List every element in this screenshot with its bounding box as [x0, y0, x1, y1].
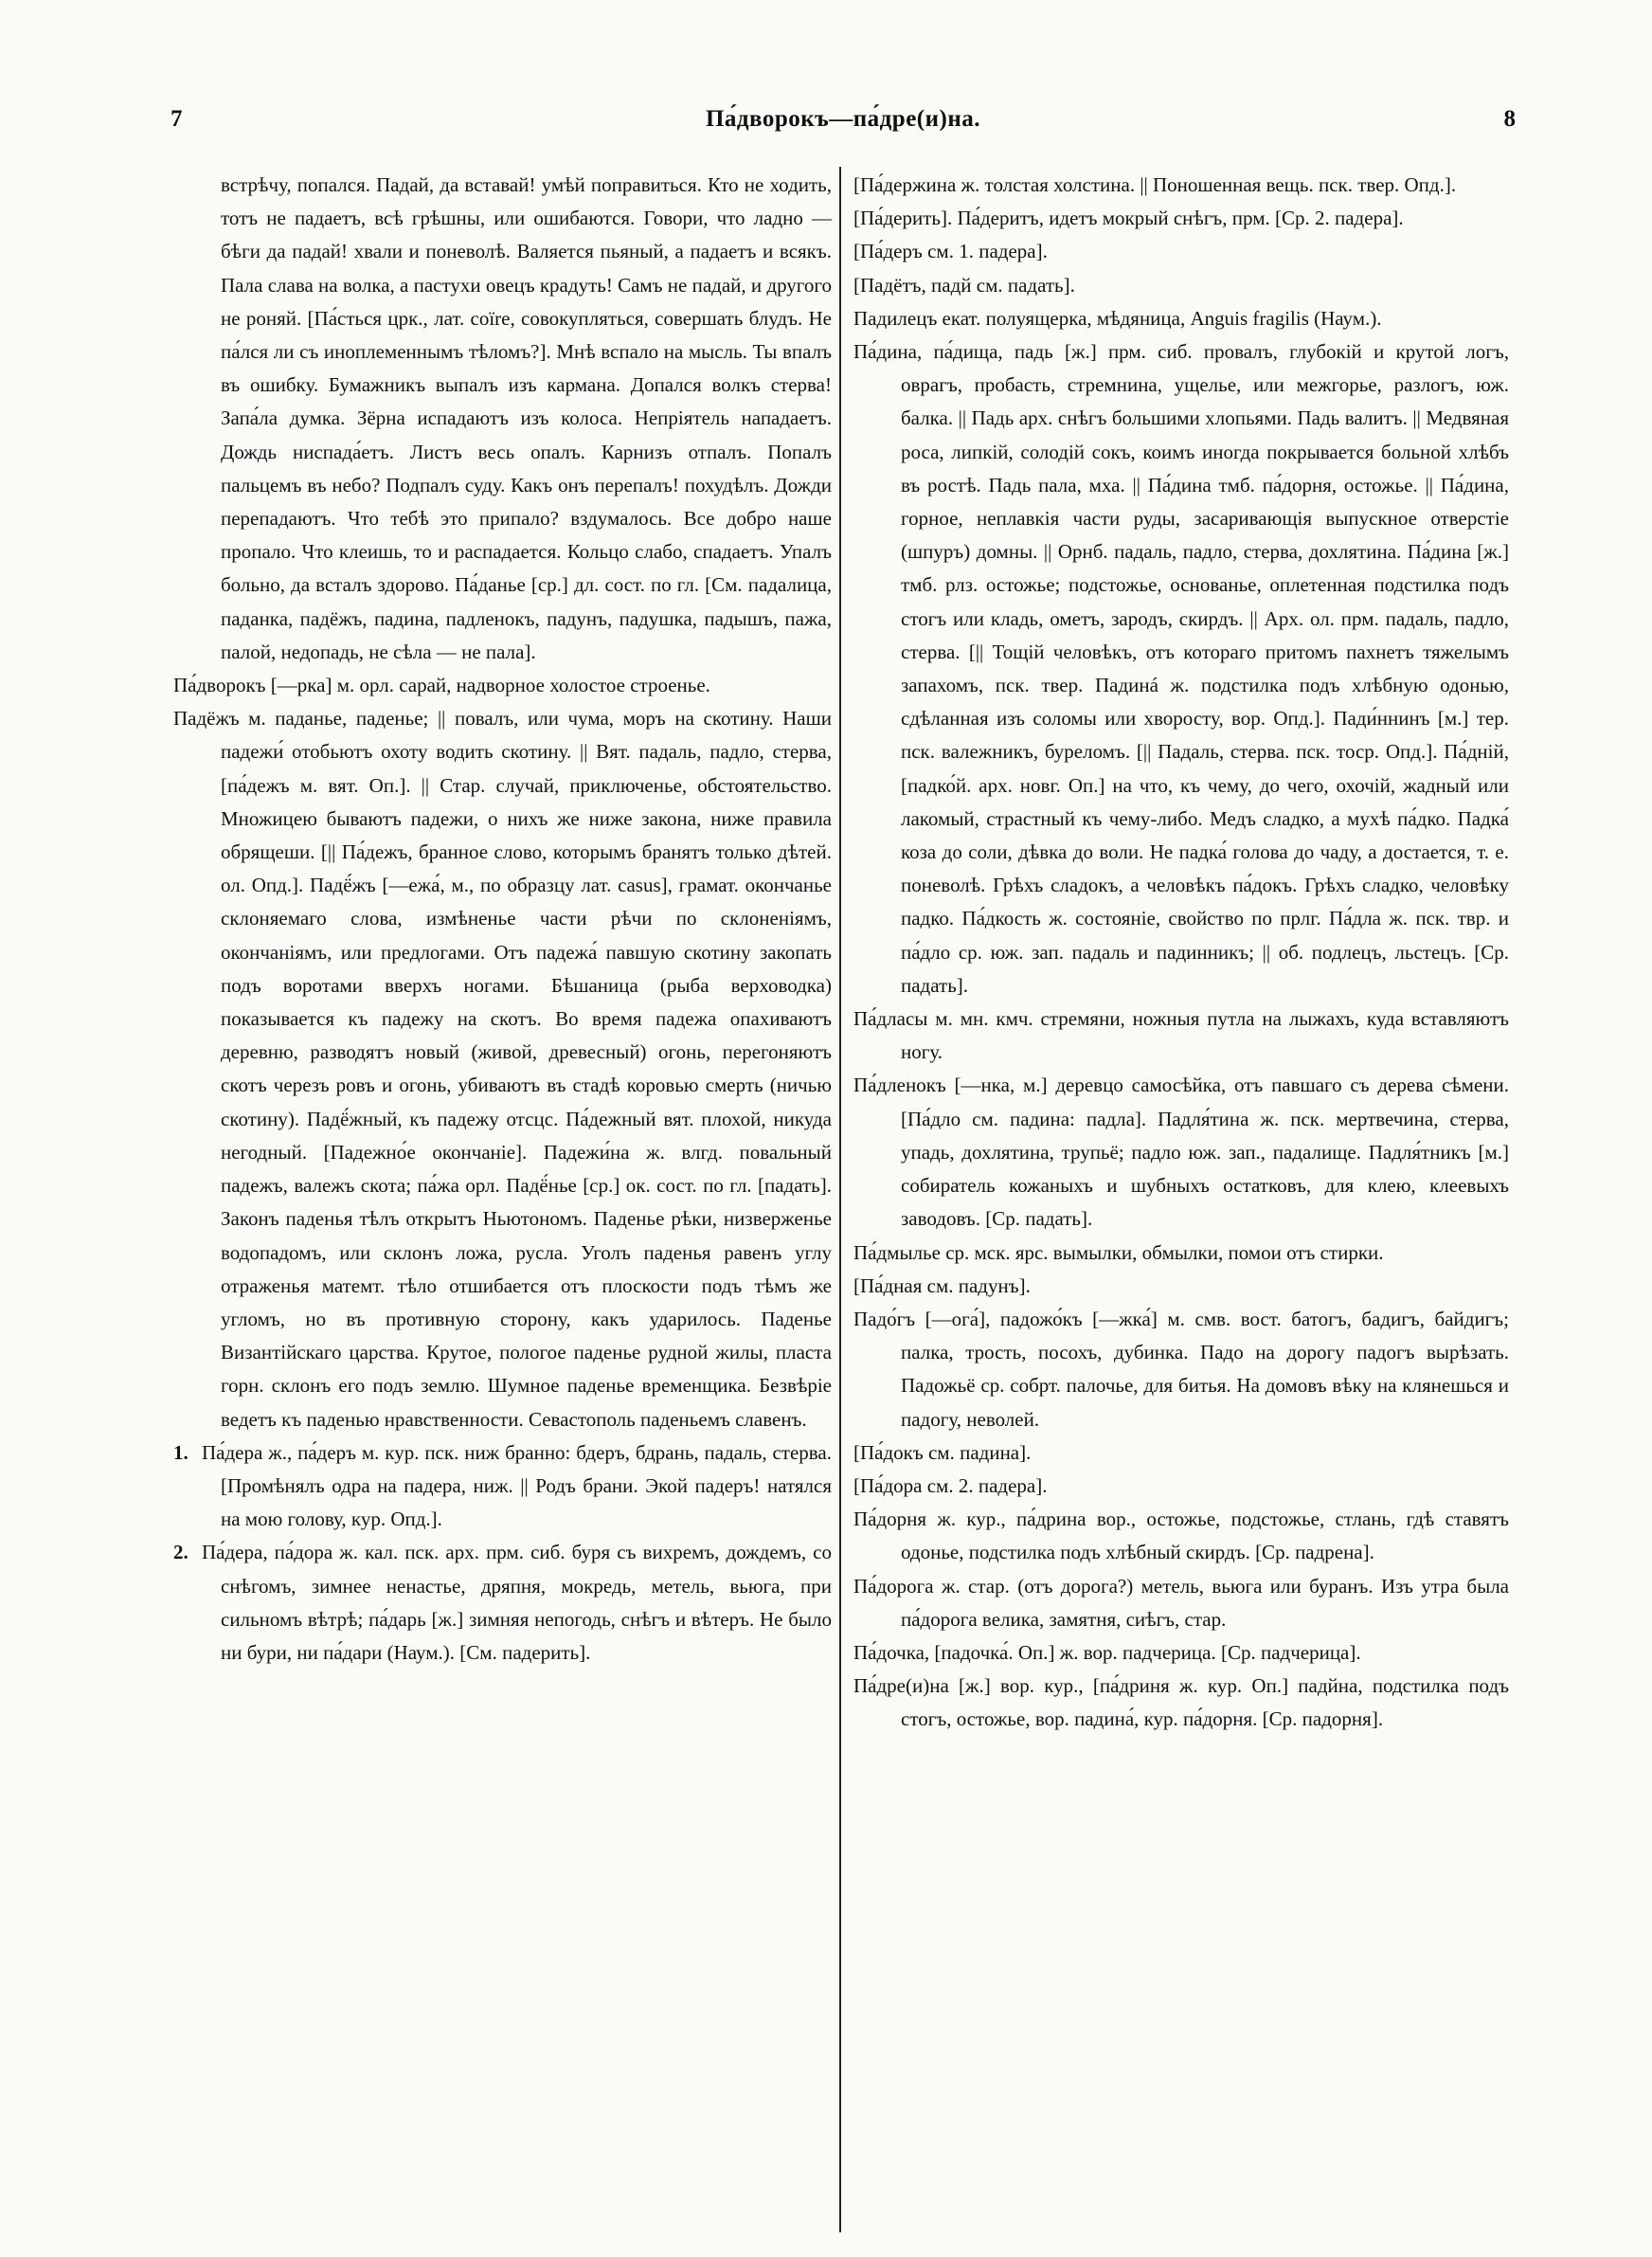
entry-number: 1. [173, 1440, 189, 1464]
entry-padera-2 [173, 1536, 832, 1670]
right-column-number: 8 [1503, 106, 1516, 132]
entry-padok: [Па́докъ см. падина]. [853, 1440, 1032, 1464]
entry-number: 2. [173, 1541, 189, 1564]
page-title: Па́дворокъ—па́дре(и)на. [705, 106, 981, 132]
left-column [173, 169, 832, 2234]
entry-padet: [Падётъ, падй см. падать]. [853, 273, 1075, 297]
entry-text: Па́дера, па́дора ж. кал. пск. арх. прм. сиб. буря съ вихремъ, дождемъ, со снѣгомъ, зимнее ненастье, дряпня, мокредь, метель, вьюга, при сильномъ вѣтрѣ; па́дарь [ж.] зимняя непогодь, снѣгъ и вѣтеръ. Не было ни бури, ни па́дари (Наум.). [См. падерить]. [202, 1541, 832, 1664]
entry-padochka: Па́дочка, [падочка́. Оп.] ж. вор. падчерица. [Ср. падчерица]. [853, 1640, 1361, 1664]
entry-padrena: Па́дре(и)на [ж.] вор. кур., [па́дриня ж. кур. Оп.] падйна, подстилка подъ стогъ, остожье, вор. падина́, кур. па́дорня. [Ср. падорня]. [853, 1674, 1509, 1731]
entry-padog: Падо́гъ [—ога́], падожо́къ [—жка́] м. смв. вост. батогъ, бадигъ, байдигъ; палка, трость, посохъ, дубинка. Падо на дорогу падогъ вырѣзать. Падожьё ср. собрт. палочье, для битья. На домовъ вѣку на клянешься и падогу, неволей. [853, 1307, 1509, 1431]
entry-continuation: встрѣчу, попался. Падай, да вставай! умѣй поправиться. Кто не ходить, тотъ не падаетъ, всѣ грѣшны, или ошибаются. Говори, что ладно — бѣги да падай! хвали и поневолѣ. Валяется пьяный, а падаетъ и всякъ. Пала слава на волка, а пастухи овецъ крадуть! Самъ не падай, и другого не роняй. [Па́сться црк., лат. coïre, совокупляться, совершать блудъ. Не па́лся ли съ иноплеменнымъ тѣломъ?]. Мнѣ вспало на мысль. Ты впалъ въ ошибку. Бумажникъ выпалъ изъ кармана. Допался волкъ стерва! Запа́ла думка. Зёрна испадаютъ изъ колоса. Непріятель нападаетъ. Дождь ниспада́етъ. Листъ весь опалъ. Карнизъ отпалъ. Попалъ пальцемъ въ небо? Подпалъ суду. Какъ онъ перепалъ! похудѣлъ. Дожди перепадаютъ. Что тебѣ это припало? вздумалось. Все добро наше пропало. Что клеишь, то и распадается. Кольцо слабо, спадаетъ. Упалъ больно, да всталъ здорово. Па́даньe [ср.] дл. сост. по гл. [См. падалица, паданка, падёжъ, падина, падленокъ, падунъ, падушка, падышъ, пажа, палой, недопадь, не сѣла — не пала]. [221, 173, 832, 663]
entry-padlasy: Па́дласы м. мн. кмч. стремяни, ножныя путла на лыжахъ, куда вставляютъ ногу. [853, 1007, 1509, 1064]
entry-padilets: Падилецъ екат. полуящерка, мѣдяница, Anguis fragilis (Наум.). [853, 306, 1382, 330]
page-header [171, 106, 1516, 144]
column-divider [839, 167, 841, 2232]
entry-pader: [Па́деръ см. 1. падера]. [853, 240, 1048, 263]
entry-paderit: [Па́дерить]. Па́деритъ, идетъ мокрый снѣгъ, прм. [Ср. 2. падера]. [853, 207, 1404, 230]
entry-text: Па́дера ж., па́деръ м. кур. пск. ниж бранно: бдеръ, бдрань, падаль, стерва. [Промѣнялъ одра на падера, ниж. || Родъ брани. Экой падеръ! натялся на мою голову, кур. Опд.]. [202, 1440, 832, 1531]
entry-padina: Па́дина, па́дища, падь [ж.] прм. сиб. провалъ, глубокій и крутой логъ, оврагъ, пробасть, стремнина, ущелье, или межгорье, разлогъ, юж. балка. || Падь арх. снѣгъ большими хлопьями. Падь валитъ. || Медвяная роса, липкій, солодій сокъ, коимъ иногда покрывается больной хлѣбъ въ ростѣ. Падь пала, мха. || Па́дина тмб. па́дорня, остожье. || Па́дина, горное, неплавкія части руды, засаривающія выпускное отверстіе (шпуръ) домны. || Орнб. падаль, падло, стерва, дохлятина. Па́дина [ж.] тмб. рлз. остожье; подстожье, основанье, оплетенная подстилка подъ стогъ или кладь, ометъ, зародъ, скирдъ. || Арх. ол. прм. падаль, падло, стерва. [|| Тощій человѣкъ, отъ котораго притомъ пахнетъ тяжелымъ запахомъ, пск. твер. Падинá ж. подстилка подъ хлѣбную одонью, сдѣланная изъ соломы или хворосту, вор. Опд.]. Пади́ннинъ [м.] тер. пск. валежникъ, буреломъ. [|| Падаль, стерва. пск. тоср. Опд.]. Па́дній, [падко́й. арх. новг. Оп.] на что, къ чему, до чего, охочій, жадный или лакомый, страстный къ чему-либо. Медъ сладко, а мухѣ па́дко. Падка́ коза до соли, дѣвка до воли. Не падка́ голова до чаду, а достается, т. е. поневолѣ. Грѣхъ сладокъ, а человѣкъ па́докъ. Грѣхъ сладко, человѣку падко. Па́дкость ж. состояніе, свойство по прлг. Па́дла ж. пск. твр. и па́дло ср. юж. зап. падаль и падинникъ; || об. подлецъ, льстецъ. [Ср. падать]. [853, 340, 1509, 997]
entry-padlenok: Па́дленокъ [—нка, м.] деревцо самосѣйка, отъ павшаго съ дерева сѣмени. [Па́дло см. падина: падла]. Падля́тина ж. пск. мертвечина, стерва, упадь, дохлятина, трупьё; падло юж. зап., падалище. Падля́тникъ [м.] собиратель кожаныхъ и шубныхъ остатковъ, для клею, клеевыхъ заводовъ. [Ср. падать]. [853, 1074, 1509, 1231]
entry-padoroga: Па́дорога ж. стар. (отъ дорога?) метель, вьюга или буранъ. Изъ утра была па́дорога велика, замятня, сиѣгъ, стар. [853, 1574, 1509, 1631]
entry-padvorok: Па́дворокъ [—рка] м. орл. сарай, надворное холостое строенье. [173, 674, 710, 697]
right-column [853, 169, 1509, 2234]
entry-padnaya: [Па́дная см. падунъ]. [853, 1273, 1031, 1297]
entry-padora: [Па́дора см. 2. падера]. [853, 1473, 1048, 1497]
entry-padezh: Падёжъ м. паданье, паденье; || повалъ, или чума, моръ на скотину. Наши падежи́ отобьютъ охоту водить скотину. || Вят. падаль, падло, стерва, [па́дежъ м. вят. Оп.]. || Стар. случай, приключенье, обстоятельство. Множицею бываютъ падежи, о нихъ же ниже закона, ниже правила обрящеши. [|| Па́дежъ, бранное слово, которымъ бранятъ только дѣтей. ол. Опд.]. Падё́жъ [—ежа́, м., по образцу лат. casus], грамат. окончанье склоняемаго слова, измѣненье части рѣчи по склоненіямъ, окончаніямъ, или предлогами. Отъ падежа́ павшую скотину закопать подъ воротами вверхъ ногами. Бѣшаница (рыба верховодка) показывается къ падежу на скотъ. Во время падежа опахиваютъ деревню, разводятъ новый (живой, древесный) огонь, перегоняютъ скотъ черезъ ровъ и огонь, убиваютъ въ стадѣ коровью смерть (ничью скотину). Падё́жный, къ падежу отсцс. Па́дежный вят. плохой, никуда негодный. [Падежно́е окончаніе]. Падежи́на ж. влгд. повальный падежъ, валежъ скота; па́жа орл. Падё́нье [ср.] ок. сост. по гл. [падать]. Законъ паденья тѣлъ открытъ Ньютономъ. Паденье рѣки, низверженье водопадомъ, или склонъ ложа, русла. Уголъ паденья равенъ углу отраженья матемт. тѣло отшибается отъ плоскости подъ тѣмъ же угломъ, но въ противную сторону, какъ ударилось. Паденье Византійскаго царства. Крутое, пологое паденье рудной жилы, пласта горн. склонъ его подъ землю. Шумное паденье временщика. Безвѣріе ведетъ къ паденью нравственности. Севастополь паденьемъ славенъ. [173, 707, 832, 1431]
entry-padera-1 [173, 1436, 832, 1537]
entry-padornya: Па́дорня ж. кур., па́дрина вор., остожье, подстожье, стлань, гдѣ ставятъ одонье, подстилка подъ хлѣбный скирдъ. [Ср. падрена]. [853, 1508, 1509, 1564]
entry-paderzhina: [Па́держина ж. толстая холстина. || Поношенная вещь. пск. твер. Опд.]. [853, 173, 1457, 196]
entry-padmylye: Па́дмылье ср. мск. ярс. вымылки, обмылки, помои отъ стирки. [853, 1240, 1384, 1264]
left-column-number: 7 [171, 106, 183, 132]
